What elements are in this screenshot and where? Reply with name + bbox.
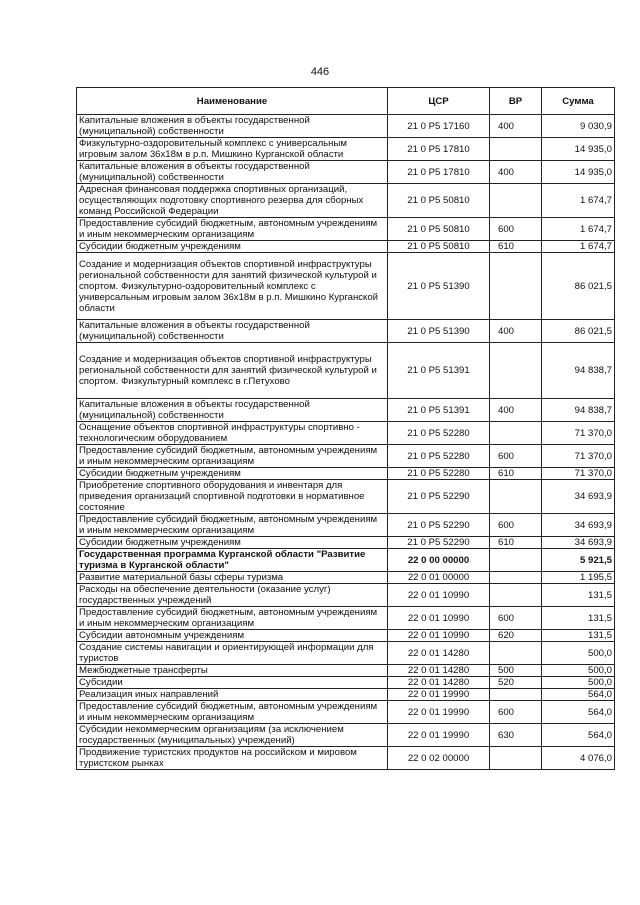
cell-csr: 21 0 P5 17810: [388, 138, 490, 161]
cell-name: Предоставление субсидий бюджетным, автономным учреждениям и иным некоммерческим организациям: [77, 607, 388, 630]
cell-csr: 22 0 01 14280: [388, 642, 490, 665]
cell-sum: 4 076,0: [542, 747, 615, 770]
cell-sum: 86 021,5: [542, 253, 615, 320]
table-body: [77, 115, 615, 770]
cell-sum: 564,0: [542, 689, 615, 701]
cell-csr: 22 0 01 19990: [388, 724, 490, 747]
cell-name: Субсидии бюджетным учреждениям: [77, 241, 388, 253]
cell-name: Приобретение спортивного оборудования и инвентаря для приведения организаций спортивной подготовки в нормативное состояние: [77, 480, 388, 514]
cell-vr: 600: [490, 701, 542, 724]
cell-name: Реализация иных направлений: [77, 689, 388, 701]
cell-csr: 21 0 P5 51391: [388, 343, 490, 399]
cell-name: Предоставление субсидий бюджетным, автономным учреждениям и иным некоммерческим организациям: [77, 701, 388, 724]
table-row: [77, 584, 615, 607]
cell-name: Капитальные вложения в объекты государственной (муниципальной) собственности: [77, 115, 388, 138]
cell-vr: 400: [490, 161, 542, 184]
table-row: [77, 689, 615, 701]
cell-csr: 22 0 01 00000: [388, 572, 490, 584]
cell-sum: 34 693,9: [542, 480, 615, 514]
cell-vr: [490, 138, 542, 161]
cell-sum: 5 921,5: [542, 549, 615, 572]
cell-sum: 500,0: [542, 677, 615, 689]
cell-csr: 21 0 P5 50810: [388, 218, 490, 241]
cell-name: Капитальные вложения в объекты государственной (муниципальной) собственности: [77, 320, 388, 343]
cell-vr: 610: [490, 468, 542, 480]
cell-vr: [490, 480, 542, 514]
cell-vr: [490, 689, 542, 701]
table-row: [77, 665, 615, 677]
cell-vr: 600: [490, 445, 542, 468]
cell-vr: 610: [490, 241, 542, 253]
cell-name: Предоставление субсидий бюджетным, автономным учреждениям и иным некоммерческим организациям: [77, 445, 388, 468]
cell-sum: 9 030,9: [542, 115, 615, 138]
cell-vr: [490, 642, 542, 665]
table-row: [77, 161, 615, 184]
cell-vr: 400: [490, 115, 542, 138]
cell-sum: 131,5: [542, 584, 615, 607]
cell-sum: 131,5: [542, 607, 615, 630]
cell-csr: 21 0 P5 52280: [388, 445, 490, 468]
cell-name: Субсидии бюджетным учреждениям: [77, 468, 388, 480]
cell-sum: 1 195,5: [542, 572, 615, 584]
cell-name: Развитие материальной базы сферы туризма: [77, 572, 388, 584]
cell-csr: 22 0 01 14280: [388, 677, 490, 689]
cell-vr: [490, 584, 542, 607]
cell-csr: 21 0 P5 17810: [388, 161, 490, 184]
cell-name: Субсидии некоммерческим организациям (за исключением государственных (муниципальных) учреждений): [77, 724, 388, 747]
table-row: [77, 241, 615, 253]
table-row: [77, 253, 615, 320]
cell-sum: 71 370,0: [542, 468, 615, 480]
cell-name: Государственная программа Курганской области "Развитие туризма в Курганской области": [77, 549, 388, 572]
page-number: 446: [310, 66, 330, 78]
cell-csr: 22 0 01 14280: [388, 665, 490, 677]
cell-name: Создание и модернизация объектов спортивной инфраструктуры региональной собственности для занятий физической культурой и спортом. Физкультурно-оздоровительный комплекс с универсальным игровым залом 36х18м в р.п. Мишкино Курганской области: [77, 253, 388, 320]
table-row: [77, 607, 615, 630]
cell-name: Предоставление субсидий бюджетным, автономным учреждениям и иным некоммерческим организациям: [77, 218, 388, 241]
table-row: [77, 468, 615, 480]
cell-vr: 400: [490, 399, 542, 422]
cell-sum: 34 693,9: [542, 537, 615, 549]
table-row: [77, 480, 615, 514]
table-row: [77, 445, 615, 468]
cell-name: Создание системы навигации и ориентирующей информации для туристов: [77, 642, 388, 665]
cell-csr: 21 0 P5 52290: [388, 514, 490, 537]
cell-csr: 22 0 01 10990: [388, 630, 490, 642]
table-row: [77, 422, 615, 445]
table-row: [77, 514, 615, 537]
cell-vr: 630: [490, 724, 542, 747]
cell-sum: 34 693,9: [542, 514, 615, 537]
cell-vr: [490, 343, 542, 399]
cell-sum: 86 021,5: [542, 320, 615, 343]
table-row: [77, 138, 615, 161]
cell-vr: [490, 184, 542, 218]
cell-csr: 22 0 00 00000: [388, 549, 490, 572]
cell-vr: [490, 747, 542, 770]
cell-vr: 500: [490, 665, 542, 677]
table-row: [77, 747, 615, 770]
cell-sum: 94 838,7: [542, 399, 615, 422]
cell-sum: 14 935,0: [542, 161, 615, 184]
cell-sum: 1 674,7: [542, 184, 615, 218]
cell-vr: [490, 572, 542, 584]
column-header-name: Наименование: [77, 88, 388, 115]
cell-vr: [490, 422, 542, 445]
cell-csr: 22 0 01 10990: [388, 584, 490, 607]
column-header-csr: ЦСР: [388, 88, 490, 115]
cell-csr: 21 0 P5 52280: [388, 468, 490, 480]
cell-csr: 22 0 01 10990: [388, 607, 490, 630]
column-header-vr: ВР: [490, 88, 542, 115]
table-row: [77, 218, 615, 241]
cell-name: Физкультурно-оздоровительный комплекс с универсальным игровым залом 36х18м в р.п. Мишкино Курганской области: [77, 138, 388, 161]
cell-sum: 1 674,7: [542, 218, 615, 241]
cell-csr: 21 0 P5 50810: [388, 241, 490, 253]
table-row: [77, 320, 615, 343]
cell-name: Субсидии автономным учреждениям: [77, 630, 388, 642]
table-row: [77, 572, 615, 584]
cell-sum: 564,0: [542, 701, 615, 724]
cell-csr: 21 0 P5 52280: [388, 422, 490, 445]
cell-name: Создание и модернизация объектов спортивной инфраструктуры региональной собственности для занятий физической культурой и спортом. Физкультурный комплекс в г.Петухово: [77, 343, 388, 399]
cell-csr: 21 0 P5 50810: [388, 184, 490, 218]
cell-sum: 131,5: [542, 630, 615, 642]
cell-name: Межбюджетные трансферты: [77, 665, 388, 677]
table-row: [77, 642, 615, 665]
cell-sum: 1 674,7: [542, 241, 615, 253]
table-row: [77, 399, 615, 422]
cell-name: Расходы на обеспечение деятельности (оказание услуг) государственных учреждений: [77, 584, 388, 607]
table-row: [77, 701, 615, 724]
table-row: [77, 115, 615, 138]
cell-name: Капитальные вложения в объекты государственной (муниципальной) собственности: [77, 399, 388, 422]
table-header-row: [77, 88, 615, 115]
table-row: [77, 677, 615, 689]
cell-vr: 610: [490, 537, 542, 549]
cell-vr: [490, 253, 542, 320]
cell-csr: 21 0 P5 51391: [388, 399, 490, 422]
cell-vr: 600: [490, 607, 542, 630]
cell-name: Адресная финансовая поддержка спортивных организаций, осуществляющих подготовку спортивного резерва для сборных команд Российской Федерации: [77, 184, 388, 218]
cell-csr: 21 0 P5 52290: [388, 480, 490, 514]
table-row: [77, 537, 615, 549]
table-row: [77, 630, 615, 642]
cell-vr: 600: [490, 218, 542, 241]
table-row: [77, 549, 615, 572]
column-header-sum: Сумма: [542, 88, 615, 115]
cell-csr: 22 0 01 19990: [388, 701, 490, 724]
budget-table: [76, 87, 615, 770]
table-row: [77, 724, 615, 747]
cell-sum: 94 838,7: [542, 343, 615, 399]
cell-vr: 400: [490, 320, 542, 343]
cell-sum: 500,0: [542, 642, 615, 665]
cell-sum: 71 370,0: [542, 422, 615, 445]
table-row: [77, 343, 615, 399]
cell-csr: 22 0 01 19990: [388, 689, 490, 701]
cell-name: Продвижение туристских продуктов на российском и мировом туристском рынках: [77, 747, 388, 770]
table-row: [77, 184, 615, 218]
cell-name: Капитальные вложения в объекты государственной (муниципальной) собственности: [77, 161, 388, 184]
cell-csr: 21 0 P5 51390: [388, 253, 490, 320]
cell-sum: 71 370,0: [542, 445, 615, 468]
cell-sum: 500,0: [542, 665, 615, 677]
cell-sum: 564,0: [542, 724, 615, 747]
cell-vr: 620: [490, 630, 542, 642]
cell-name: Субсидии: [77, 677, 388, 689]
cell-vr: 600: [490, 514, 542, 537]
cell-name: Предоставление субсидий бюджетным, автономным учреждениям и иным некоммерческим организациям: [77, 514, 388, 537]
cell-sum: 14 935,0: [542, 138, 615, 161]
cell-vr: [490, 549, 542, 572]
cell-csr: 21 0 P5 52290: [388, 537, 490, 549]
cell-name: Оснащение объектов спортивной инфраструктуры спортивно - технологическим оборудованием: [77, 422, 388, 445]
cell-csr: 21 0 P5 51390: [388, 320, 490, 343]
cell-name: Субсидии бюджетным учреждениям: [77, 537, 388, 549]
cell-vr: 520: [490, 677, 542, 689]
cell-csr: 22 0 02 00000: [388, 747, 490, 770]
cell-csr: 21 0 P5 17160: [388, 115, 490, 138]
